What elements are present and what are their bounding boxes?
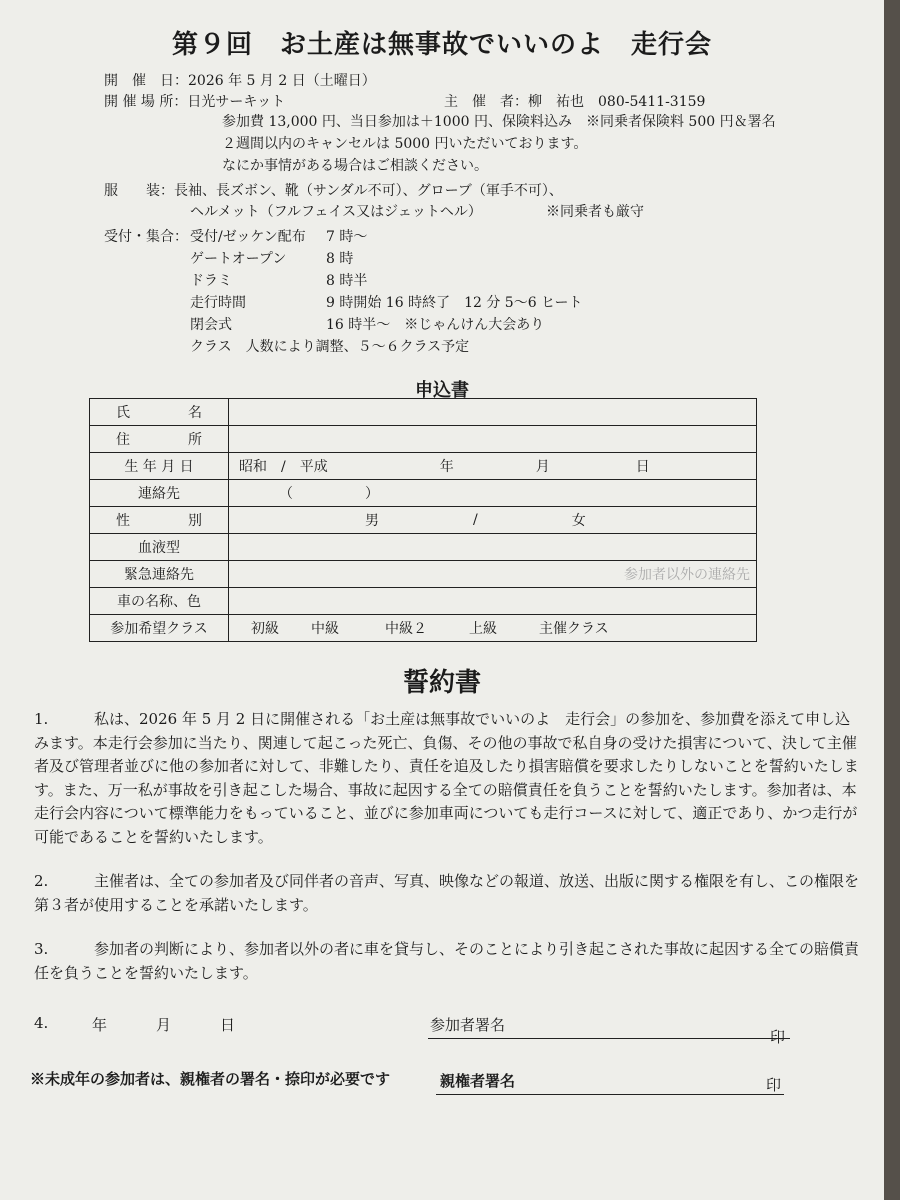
contact-row xyxy=(90,480,757,507)
oath-heading: 誓約書 xyxy=(402,668,481,698)
sign-year-label: 年 xyxy=(92,1016,108,1034)
emergency-label: 緊急連絡先 xyxy=(90,561,229,588)
venue-label: 開 催 場 所： xyxy=(104,94,188,110)
address-row xyxy=(90,426,757,453)
fee-line-1: 参加費 13,000 円、当日参加は＋1000 円、保険料込み ※同乗者保険料 500 円＆署名 xyxy=(222,114,776,130)
class-label: 参加希望クラス xyxy=(90,615,229,642)
event-date-row xyxy=(104,70,376,92)
gender-row xyxy=(90,507,757,534)
car-field[interactable] xyxy=(229,588,757,615)
venue-row xyxy=(104,91,285,113)
dress-row xyxy=(104,180,563,202)
participant-signature-label: 参加者署名 xyxy=(430,1016,506,1034)
schedule-item-4: 走行時間 xyxy=(190,295,246,311)
form-heading: 申込書 xyxy=(415,380,469,401)
class-field[interactable] xyxy=(229,615,757,642)
name-field[interactable] xyxy=(229,399,757,426)
gender-male[interactable]: 男 xyxy=(365,513,379,529)
oath-clause-2 xyxy=(34,870,864,917)
class-option-5[interactable]: 主催クラス xyxy=(539,621,609,637)
clause-number-2: 2. xyxy=(34,872,49,890)
gender-female[interactable]: 女 xyxy=(571,513,586,529)
dress-label: 服 装： xyxy=(104,183,174,199)
schedule-item-2: ゲートオープン xyxy=(190,251,287,267)
dress-line-1: 長袖、長ズボン、靴（サンダル不可）、グローブ（軍手不可）、 xyxy=(174,183,563,199)
oath-clause-3 xyxy=(34,938,864,985)
blood-type-field[interactable] xyxy=(229,534,757,561)
schedule-item-1: 受付/ゼッケン配布 xyxy=(190,229,306,245)
schedule-time-4: 9 時開始 16 時終了 12 分 5～6 ヒート xyxy=(326,295,583,311)
minor-notice: ※未成年の参加者は、親権者の署名・捺印が必要です xyxy=(30,1070,391,1088)
oath-clause-1 xyxy=(34,708,864,849)
emergency-field[interactable] xyxy=(229,561,757,588)
guardian-seal-mark: 印 xyxy=(766,1076,782,1094)
contact-paren-open: （ xyxy=(279,486,293,502)
organizer-value: 柳 祐也 080-5411-3159 xyxy=(528,94,706,110)
contact-paren-close: ） xyxy=(365,486,379,502)
birth-month-label: 月 xyxy=(535,459,550,475)
schedule-time-2: 8 時 xyxy=(326,251,354,267)
dress-line-2: ヘルメット（フルフェイス又はジェットヘル） xyxy=(190,204,482,220)
class-option-3[interactable]: 中級２ xyxy=(385,621,427,637)
schedule-time-1: 7 時～ xyxy=(326,229,368,245)
class-option-2[interactable]: 中級 xyxy=(311,621,339,637)
birthdate-row xyxy=(90,453,757,480)
organizer-label: 主 催 者： xyxy=(444,94,528,110)
venue-value: 日光サーキット xyxy=(187,94,286,110)
schedule-label: 受付・集合： xyxy=(104,229,188,245)
dress-note: ※同乗者も厳守 xyxy=(546,204,644,220)
gender-separator: / xyxy=(473,512,478,528)
clause-text-3: 参加者の判断により、参加者以外の者に車を貸与し、そのことにより引き起こされた事故に起因する全ての賠償責任を負うことを誓約いたします。 xyxy=(34,940,860,982)
address-label-1: 住 xyxy=(116,432,130,448)
sign-day-label: 日 xyxy=(220,1016,236,1034)
blood-type-row xyxy=(90,534,757,561)
birthdate-field[interactable] xyxy=(229,453,757,480)
car-row xyxy=(90,588,757,615)
clause-number-1: 1. xyxy=(34,710,49,728)
guardian-signature-label: 親権者署名 xyxy=(440,1072,516,1090)
contact-field[interactable] xyxy=(229,480,757,507)
birth-day-label: 日 xyxy=(635,459,650,475)
contact-label: 連絡先 xyxy=(90,480,229,507)
clause-number-3: 3. xyxy=(34,940,49,958)
background-edge xyxy=(884,0,900,1200)
emergency-note: 参加者以外の連絡先 xyxy=(624,567,750,583)
gender-label-1: 性 xyxy=(116,513,130,529)
clause-text-2: 主催者は、全ての参加者及び同伴者の音声、写真、映像などの報道、放送、出版に関する権限を有し、この権限を第３者が使用することを承諾いたします。 xyxy=(34,872,860,914)
fee-line-2: ２週間以内のキャンセルは 5000 円いただいております。 xyxy=(222,136,588,152)
schedule-time-3: 8 時半 xyxy=(326,273,368,289)
application-form xyxy=(89,398,757,642)
participant-seal-mark: 印 xyxy=(770,1028,786,1046)
birth-era: 昭和 / 平成 xyxy=(239,459,328,475)
event-date-value: 2026 年 5 月 2 日（土曜日） xyxy=(188,73,376,89)
fee-line-3: なにか事情がある場合はご相談ください。 xyxy=(222,158,488,174)
class-line: クラス 人数により調整、５～６クラス予定 xyxy=(190,339,470,355)
name-label-1: 氏 xyxy=(116,405,130,421)
class-row xyxy=(90,615,757,642)
birthdate-label: 生 年 月 日 xyxy=(90,453,229,480)
clause-text-1: 私は、2026 年 5 月 2 日に開催される「お土産は無事故でいいのよ 走行会」の参加を、参加費を添えて申し込みます。本走行会参加に当たり、関連して起こった死亡、負傷、その他の事故で私自身の受けた損害について、決して主催者及び管理者並びに他の参加者に対して、非難したり、責任を追及したり損害賠償を要求したりしないことを誓約いたします。また、万一私が事故を引き起こした場合、事故に起因する全ての賠償責任を負うことを誓約いたします。参加者は、本走行会内容について標準能力をもっていること、並びに参加車両についても走行コースに対して、適正であり、かつ走行が可能であることを誓約いたします。 xyxy=(34,710,859,846)
gender-field[interactable] xyxy=(229,507,757,534)
birth-year-label: 年 xyxy=(439,459,454,475)
sign-number: 4. xyxy=(34,1014,49,1032)
organizer-row xyxy=(444,91,705,113)
schedule-item-3: ドラミ xyxy=(190,273,232,289)
blood-type-label: 血液型 xyxy=(90,534,229,561)
sign-month-label: 月 xyxy=(156,1016,172,1034)
class-option-1[interactable]: 初級 xyxy=(251,621,279,637)
name-row xyxy=(90,399,757,426)
gender-label-2: 別 xyxy=(188,513,202,529)
class-option-4[interactable]: 上級 xyxy=(469,621,497,637)
address-label-2: 所 xyxy=(188,432,202,448)
address-field[interactable] xyxy=(229,426,757,453)
schedule-item-5: 閉会式 xyxy=(190,317,232,333)
schedule-time-5: 16 時半～ ※じゃんけん大会あり xyxy=(326,317,545,333)
name-label-2: 名 xyxy=(188,405,202,421)
car-label: 車の名称、色 xyxy=(90,588,229,615)
event-date-label: 開 催 日： xyxy=(104,73,188,89)
page-title: 第９回 お土産は無事故でいいのよ 走行会 xyxy=(171,30,712,60)
emergency-row xyxy=(90,561,757,588)
